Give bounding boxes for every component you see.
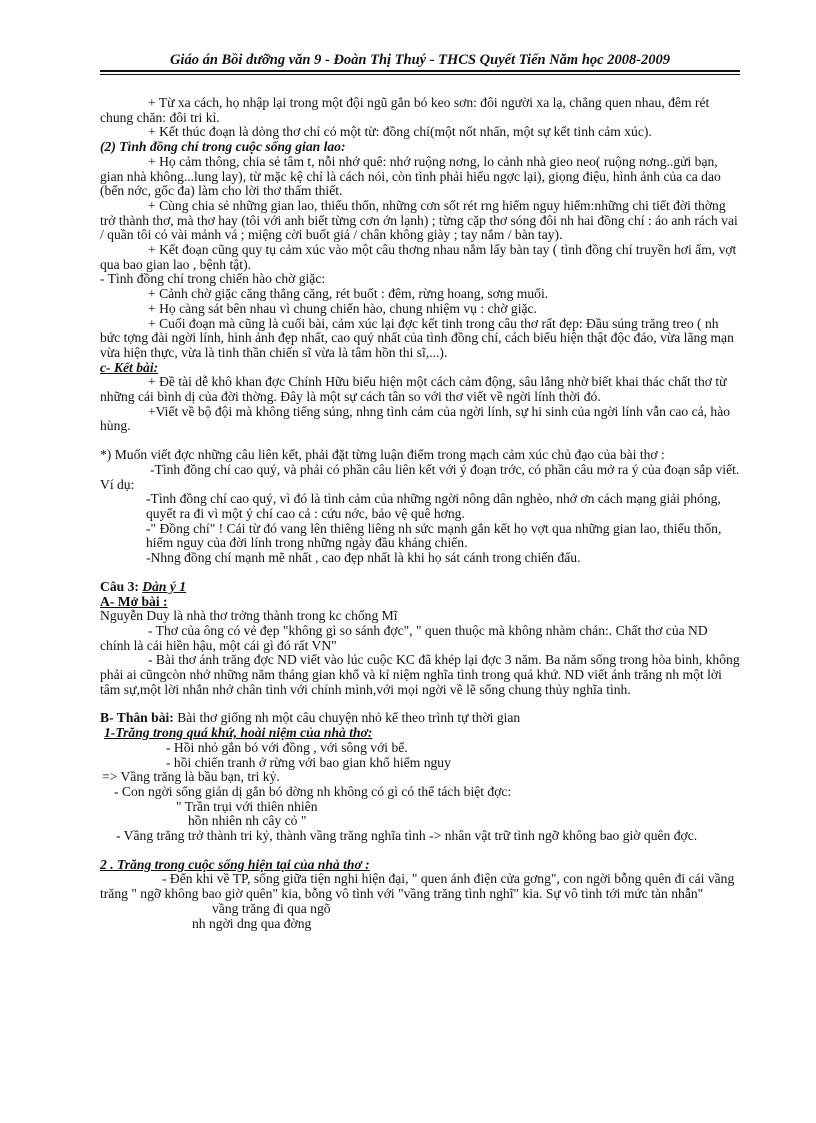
paragraph: - Vầng trăng trở thành tri kỷ, thành vầng trăng nghĩa tình -> nhân vật trữ tình ngỡ không bao giờ quên đợc. <box>116 828 698 844</box>
paragraph: - Tình đồng chí trong chiến hào chờ giặc: <box>100 271 326 287</box>
paragraph: - Đến khi về TP, sống giữa tiện nghi hiện đại, " quen ánh điện cửa gơng", con ngời bỗng quên đi cái vầng trăng " ngỡ không bao giờ quên" kia, bỗng vô tình với "vầng trăng tình nghĩ" kia. Sự vô tình tới mức tàn nhẫn" <box>100 871 735 902</box>
paragraph: + Từ xa cách, họ nhập lại trong một đội ngũ gắn bó keo sơn: đôi người xa lạ, chẳng quen nhau, đêm rét chung chăn: đôi tri kỉ. <box>100 95 710 125</box>
document-body <box>100 96 740 931</box>
paragraph: + Đề tài dễ khô khan đợc Chính Hữu biểu hiện một cách cảm động, sâu lắng nhờ biết khai thác chất thơ từ những cái bình dị của đời thờng. Đây là một sự cách tân so với thơ viết về ngời lính thời đó. <box>100 374 727 405</box>
paragraph: *) Muốn viết đợc những câu liên kết, phải đặt từng luận điểm trong mạch cảm xúc chủ đạo của bài thơ : <box>100 447 665 463</box>
paragraph: - Thơ của ông có vẻ đẹp "không gì so sánh đợc", " quen thuộc mà không nhàm chán:. Chất thơ của ND chính là cái hiền hậu, một cái gì đó rất VN" <box>100 622 708 653</box>
paragraph: + Kết thúc đoạn là dòng thơ chỉ có một từ: đồng chí(một nốt nhấn, một sự kết tinh cảm xúc). <box>148 124 652 140</box>
section-heading: 2 . Trăng trong cuộc sống hiện tại của nhà thơ : <box>100 856 370 872</box>
question-label: Câu 3: <box>100 578 143 594</box>
section-line <box>100 711 740 726</box>
section-heading: (2) Tình đồng chí trong cuộc sống gian lao: <box>100 139 346 155</box>
page-header: Giáo án Bồi dưỡng văn 9 - Đoàn Thị Thuý - THCS Quyết Tiến Năm học 2008-2009 <box>100 52 740 72</box>
section-heading: c- Kết bài: <box>100 359 159 375</box>
paragraph: + Họ càng sát bên nhau vì chung chiến hào, chung nhiệm vụ : chờ giặc. <box>148 300 537 316</box>
question-title: Dàn ý 1 <box>142 578 187 594</box>
poem-line: vầng trăng đi qua ngõ <box>212 900 331 916</box>
poem-line: nh ngời dng qua đờng <box>192 915 312 931</box>
paragraph: +Viết về bộ đội mà không tiếng súng, nhng tình cảm của ngời lính, sự hi sinh của ngời lính vẫn cao cả, hào hùng. <box>100 403 731 434</box>
paragraph: + Kết đoạn cũng quy tụ cảm xúc vào một câu thơng nhau nắm lấy bàn tay ( tình đồng chí truyền hơi ấm, vợt qua bao gian lao , bệnh tật). <box>100 242 737 272</box>
poem-line: " Trần trụi với thiên nhiên <box>176 798 318 814</box>
section-heading: A- Mở bài : <box>100 593 168 609</box>
section-label: B- Thân bài: <box>100 710 178 726</box>
paragraph: -Tình đồng chí cao quý, và phải có phần câu liên kết với ý đoạn trớc, có phần câu mở ra ý của đoạn sắp viết. Ví dụ: <box>100 461 740 492</box>
paragraph: + Cảnh chờ giặc căng thẳng căng, rét buốt : đêm, rừng hoang, sơng muối. <box>148 286 549 302</box>
paragraph: -" Đồng chí" ! Cái từ đó vang lên thiêng liêng nh sức mạnh gắn kết họ vợt qua những gian lao, thiếu thốn, hiểm nguy của đời lính trong những ngày đầu kháng chiến. <box>146 520 722 551</box>
paragraph: -Nhng đồng chí mạnh mẽ nhất , cao đẹp nhất là khi họ sát cánh trong chiến đấu. <box>146 550 581 566</box>
paragraph: Nguyễn Duy là nhà thơ trởng thành trong kc chống Mĩ <box>100 608 398 624</box>
poem-line: hồn nhiên nh cây cỏ " <box>188 813 307 829</box>
paragraph: => Vầng trăng là bầu bạn, tri kỷ. <box>102 769 280 785</box>
paragraph: + Cùng chia sẻ những gian lao, thiếu thốn, những cơn sốt rét rng hiểm nguy hiểm:những chi tiết đời thờng trở thành thơ, mà thơ hay (tôi với anh biết từng cơn ớn lạnh) ; từng cặp thơ sóng đôi nh hai đồng chí : áo anh rách vai / quần tôi có vài mảnh vá ; miệng cời buốt giá / chân không giày ; tay nắm / bàn tay). <box>100 197 738 243</box>
paragraph: - Bài thơ ánh trăng đợc ND viết vào lúc cuộc KC đã khép lại đợc 3 năm. Ba năm sống trong hòa bình, không phải ai cũngcòn nhớ những năm tháng gian khổ và kỉ niệm nghĩa tình trong quá khứ. ND viết ánh trăng nh một lời tâm sự,một lời nhắn nhở chân tình với chính mình,với mọi ngời về lẽ sống chung thủy nghĩa tình. <box>100 652 740 697</box>
paragraph: - Hồi nhỏ gắn bó với đồng , với sông với bể. <box>166 739 408 755</box>
paragraph: + Cuối đoạn mà cũng là cuối bài, cảm xúc lại đợc kết tinh trong câu thơ rất đẹp: Đầu súng trăng treo ( nh bức tợng đài ngời lính, hình ảnh đẹp nhất, cao quý nhất của tình đồng chí, cách biểu hiện thật độc đáo, vừa lãng mạn vừa hiện thực, vừa là tinh thần chiến sĩ vừa là tâm hồn thi sĩ,...). <box>100 315 734 360</box>
section-text: Bài thơ giống nh một câu chuyện nhỏ kể theo trình tự thời gian <box>177 710 521 726</box>
question-heading <box>100 580 740 595</box>
paragraph: - hồi chiến tranh ở rừng với bao gian khổ hiểm nguy <box>166 754 451 770</box>
section-heading: 1-Trăng trong quá khứ, hoài niệm của nhà thơ: <box>104 725 373 741</box>
paragraph: + Họ cảm thông, chia sẻ tâm t, nỗi nhớ quê: nhớ ruộng nơng, lo cảnh nhà gieo neo( ruộng nơng..gửi bạn, gian nhà không...lung lay), từ mặc kệ chỉ là cách nói, còn tình phải hiểu ngợc lại), giọng điệu, hình ảnh của ca dao (bến nớc, gốc đa) làm cho lời thơ thấm thiết. <box>100 153 721 199</box>
paragraph: -Tình đồng chí cao quý, vì đó là tình cảm của những ngời nông dân nghèo, nhớ ơn cách mạng giải phóng, quyết ra đi vì một ý chí cao cả : cứu nớc, bảo vệ quê hơng. <box>146 491 721 521</box>
paragraph: - Con ngời sống giản dị gắn bó dờng nh không có gì có thể tách biệt đợc: <box>114 783 512 799</box>
